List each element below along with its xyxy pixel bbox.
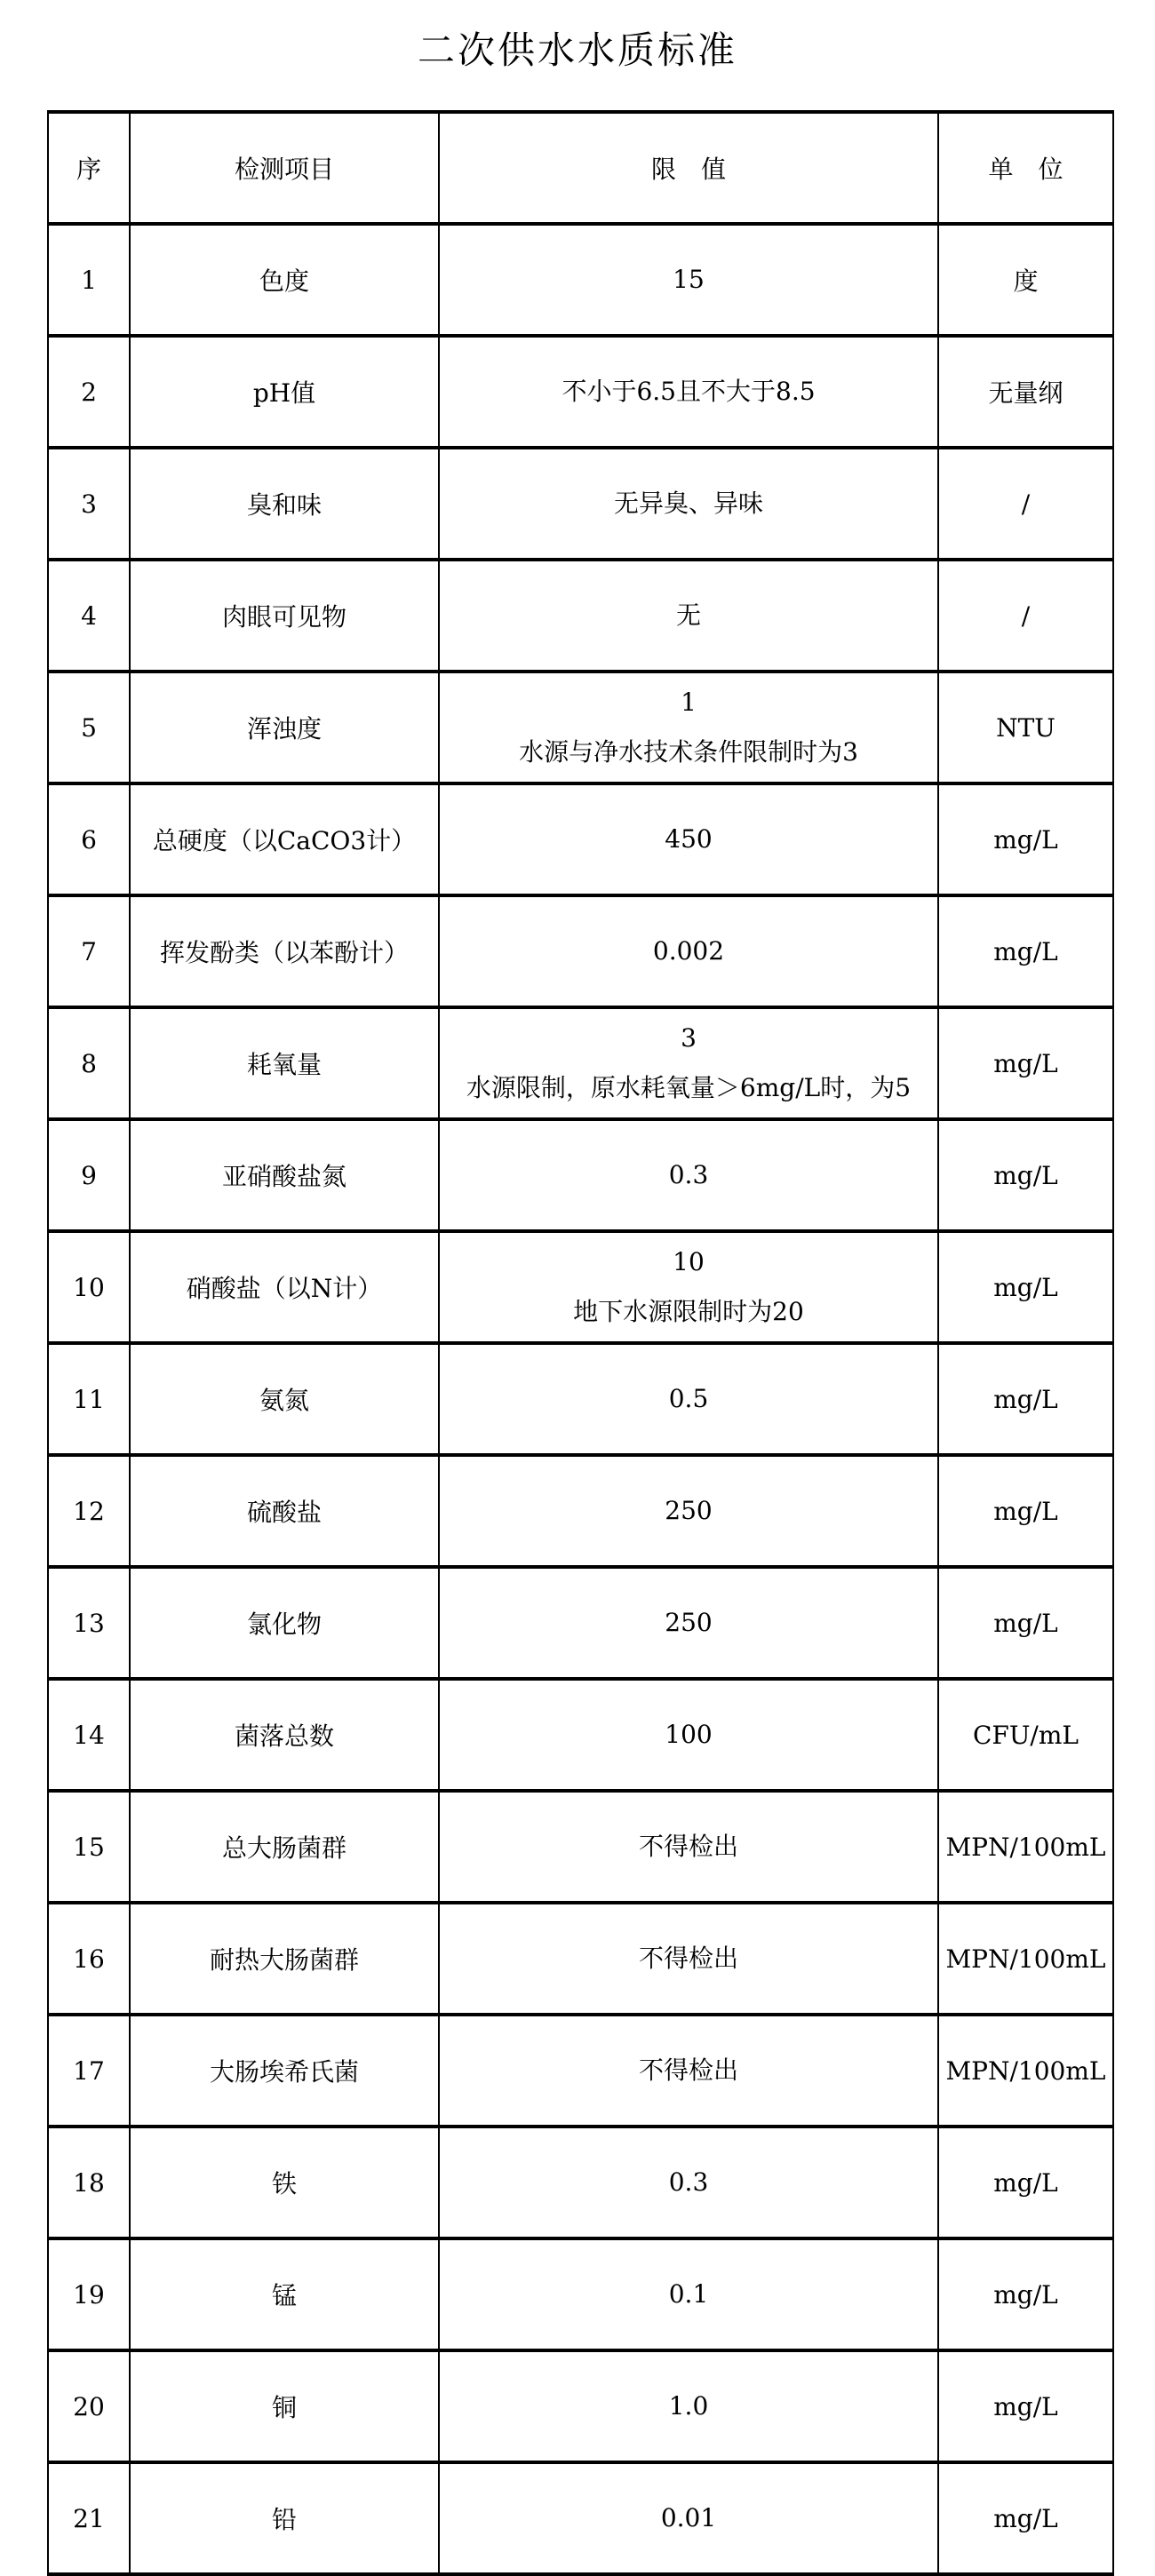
limit-line: 250 bbox=[665, 1608, 713, 1637]
limit-line: 3 bbox=[681, 1023, 697, 1053]
unit-cell: MPN/100mL bbox=[938, 1791, 1113, 1903]
item-name-cell: 铜 bbox=[130, 2350, 439, 2462]
item-name-cell: pH值 bbox=[130, 336, 439, 448]
table-row bbox=[48, 560, 1113, 672]
item-name-cell: 大肠埃希氏菌 bbox=[130, 2015, 439, 2127]
unit-cell: / bbox=[938, 448, 1113, 560]
item-name-cell: 色度 bbox=[130, 224, 439, 336]
limit-value-cell bbox=[439, 560, 938, 672]
item-name-cell: 肉眼可见物 bbox=[130, 560, 439, 672]
table-row bbox=[48, 224, 1113, 336]
limit-value-cell bbox=[439, 672, 938, 783]
limit-line: 10 bbox=[673, 1247, 705, 1276]
row-number-cell: 3 bbox=[48, 448, 130, 560]
limit-line: 无 bbox=[675, 600, 701, 630]
row-number-cell: 18 bbox=[48, 2127, 130, 2238]
table-row bbox=[48, 2462, 1113, 2574]
limit-value-cell bbox=[439, 2238, 938, 2350]
limit-line: 0.01 bbox=[660, 2503, 717, 2532]
row-number-cell: 13 bbox=[48, 1567, 130, 1679]
limit-line: 100 bbox=[665, 1720, 713, 1749]
item-name-cell: 耗氧量 bbox=[130, 1007, 439, 1119]
column-header-unit: 单 位 bbox=[938, 112, 1113, 224]
table-row bbox=[48, 1567, 1113, 1679]
unit-cell: 度 bbox=[938, 224, 1113, 336]
item-name-cell: 亚硝酸盐氮 bbox=[130, 1119, 439, 1231]
limit-line: 1 bbox=[681, 688, 697, 717]
item-name-cell: 氨氮 bbox=[130, 1343, 439, 1455]
item-name-cell: 挥发酚类（以苯酚计） bbox=[130, 895, 439, 1007]
limit-value-cell bbox=[439, 224, 938, 336]
unit-cell: mg/L bbox=[938, 895, 1113, 1007]
limit-line: 15 bbox=[673, 265, 705, 294]
unit-cell: NTU bbox=[938, 672, 1113, 783]
item-name-cell: 铁 bbox=[130, 2127, 439, 2238]
row-number-cell: 8 bbox=[48, 1007, 130, 1119]
limit-line: 450 bbox=[665, 824, 713, 854]
item-name-cell: 耐热大肠菌群 bbox=[130, 1903, 439, 2015]
table-row bbox=[48, 1343, 1113, 1455]
limit-value-cell bbox=[439, 1567, 938, 1679]
column-header-no: 序 bbox=[48, 112, 130, 224]
item-name-cell: 铅 bbox=[130, 2462, 439, 2574]
limit-value-cell bbox=[439, 1343, 938, 1455]
item-name-cell: 臭和味 bbox=[130, 448, 439, 560]
item-name-cell: 总大肠菌群 bbox=[130, 1791, 439, 1903]
unit-cell: mg/L bbox=[938, 2462, 1113, 2574]
limit-value-cell bbox=[439, 2350, 938, 2462]
row-number-cell: 15 bbox=[48, 1791, 130, 1903]
table-header-row bbox=[48, 112, 1113, 224]
row-number-cell: 17 bbox=[48, 2015, 130, 2127]
limit-line: 无异臭、异味 bbox=[613, 489, 763, 518]
row-number-cell: 11 bbox=[48, 1343, 130, 1455]
column-header-item: 检测项目 bbox=[130, 112, 439, 224]
item-name-cell: 锰 bbox=[130, 2238, 439, 2350]
unit-cell: mg/L bbox=[938, 2350, 1113, 2462]
row-number-cell: 10 bbox=[48, 1231, 130, 1343]
unit-cell: / bbox=[938, 560, 1113, 672]
item-name-cell: 菌落总数 bbox=[130, 1679, 439, 1791]
table-row bbox=[48, 1455, 1113, 1567]
table-row bbox=[48, 448, 1113, 560]
limit-value-cell bbox=[439, 1903, 938, 2015]
unit-cell: mg/L bbox=[938, 1231, 1113, 1343]
unit-cell: mg/L bbox=[938, 1567, 1113, 1679]
column-header-limit: 限 值 bbox=[439, 112, 938, 224]
row-number-cell: 16 bbox=[48, 1903, 130, 2015]
row-number-cell: 1 bbox=[48, 224, 130, 336]
limit-value-cell bbox=[439, 895, 938, 1007]
limit-line: 0.1 bbox=[668, 2279, 709, 2309]
row-number-cell: 21 bbox=[48, 2462, 130, 2574]
table-row bbox=[48, 1903, 1113, 2015]
limit-line: 0.5 bbox=[668, 1384, 709, 1413]
table-row bbox=[48, 783, 1113, 895]
item-name-cell: 硫酸盐 bbox=[130, 1455, 439, 1567]
unit-cell: MPN/100mL bbox=[938, 2015, 1113, 2127]
table-row bbox=[48, 1231, 1113, 1343]
limit-line: 水源与净水技术条件限制时为3 bbox=[519, 737, 858, 767]
unit-cell: mg/L bbox=[938, 2238, 1113, 2350]
limit-value-cell bbox=[439, 448, 938, 560]
table-row bbox=[48, 1791, 1113, 1903]
row-number-cell: 5 bbox=[48, 672, 130, 783]
limit-value-cell bbox=[439, 1455, 938, 1567]
item-name-cell: 氯化物 bbox=[130, 1567, 439, 1679]
limit-value-cell bbox=[439, 2127, 938, 2238]
table-row bbox=[48, 2015, 1113, 2127]
limit-line: 不得检出 bbox=[638, 2055, 738, 2085]
unit-cell: mg/L bbox=[938, 783, 1113, 895]
row-number-cell: 14 bbox=[48, 1679, 130, 1791]
table-row bbox=[48, 336, 1113, 448]
limit-value-cell bbox=[439, 1007, 938, 1119]
row-number-cell: 6 bbox=[48, 783, 130, 895]
limit-value-cell bbox=[439, 783, 938, 895]
limit-line: 0.002 bbox=[652, 936, 725, 966]
unit-cell: mg/L bbox=[938, 1455, 1113, 1567]
limit-line: 不得检出 bbox=[638, 1832, 738, 1861]
limit-line: 0.3 bbox=[668, 2167, 709, 2197]
limit-line: 1.0 bbox=[668, 2391, 709, 2421]
unit-cell: mg/L bbox=[938, 1119, 1113, 1231]
item-name-cell: 浑浊度 bbox=[130, 672, 439, 783]
limit-value-cell bbox=[439, 1119, 938, 1231]
row-number-cell: 12 bbox=[48, 1455, 130, 1567]
limit-line: 水源限制，原水耗氧量＞6mg/L时，为5 bbox=[466, 1073, 912, 1102]
table-row bbox=[48, 895, 1113, 1007]
unit-cell: mg/L bbox=[938, 1343, 1113, 1455]
limit-value-cell bbox=[439, 1231, 938, 1343]
limit-line: 不小于6.5且不大于8.5 bbox=[562, 377, 816, 406]
page-title: 二次供水水质标准 bbox=[417, 28, 737, 72]
limit-value-cell bbox=[439, 336, 938, 448]
row-number-cell: 20 bbox=[48, 2350, 130, 2462]
table-row bbox=[48, 1679, 1113, 1791]
unit-cell: mg/L bbox=[938, 2127, 1113, 2238]
row-number-cell: 7 bbox=[48, 895, 130, 1007]
table-row bbox=[48, 2350, 1113, 2462]
water-quality-standards-table bbox=[47, 110, 1114, 2576]
unit-cell: 无量纲 bbox=[938, 336, 1113, 448]
limit-line: 不得检出 bbox=[638, 1944, 738, 1973]
table-row bbox=[48, 2127, 1113, 2238]
limit-value-cell bbox=[439, 1679, 938, 1791]
row-number-cell: 19 bbox=[48, 2238, 130, 2350]
unit-cell: CFU/mL bbox=[938, 1679, 1113, 1791]
limit-line: 0.3 bbox=[668, 1160, 709, 1189]
limit-value-cell bbox=[439, 2462, 938, 2574]
limit-line: 250 bbox=[665, 1496, 713, 1525]
row-number-cell: 9 bbox=[48, 1119, 130, 1231]
unit-cell: MPN/100mL bbox=[938, 1903, 1113, 2015]
table-row bbox=[48, 2238, 1113, 2350]
limit-value-cell bbox=[439, 1791, 938, 1903]
table-row bbox=[48, 672, 1113, 783]
row-number-cell: 4 bbox=[48, 560, 130, 672]
table-row bbox=[48, 1007, 1113, 1119]
limit-line: 地下水源限制时为20 bbox=[573, 1297, 804, 1326]
item-name-cell: 硝酸盐（以N计） bbox=[130, 1231, 439, 1343]
row-number-cell: 2 bbox=[48, 336, 130, 448]
unit-cell: mg/L bbox=[938, 1007, 1113, 1119]
table-row bbox=[48, 1119, 1113, 1231]
item-name-cell: 总硬度（以CaCO3计） bbox=[130, 783, 439, 895]
limit-value-cell bbox=[439, 2015, 938, 2127]
